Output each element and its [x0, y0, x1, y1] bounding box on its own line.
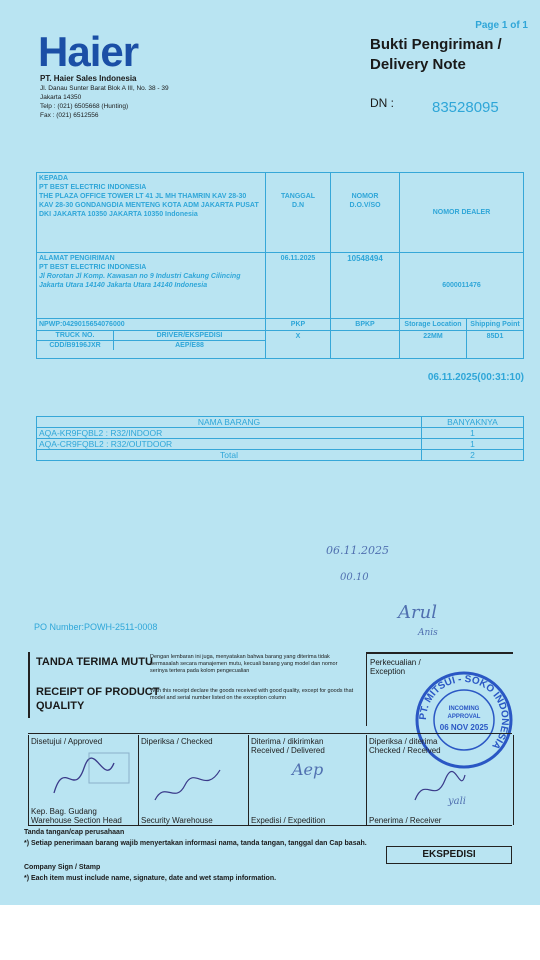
- col-banyaknya: BANYAKNYA: [422, 417, 524, 428]
- truck-label: TRUCK NO.: [37, 331, 114, 340]
- items-table: [36, 416, 524, 461]
- handwritten-time: 00.10: [340, 572, 369, 583]
- signature-title: Diterima / dikirimkan Received / Delivered: [251, 737, 325, 755]
- tanggal-sub: D.N: [291, 202, 305, 209]
- npwp: NPWP:0429015654076000: [37, 319, 266, 331]
- signature-top-rule: [28, 733, 512, 734]
- alamat-address-1: Jl Rorotan Jl Komp. Kawasan no 9 Industri Cakung Cilincing: [39, 273, 241, 280]
- kepada-address-2: KAV 28-30 GONDANGDIA MENTENG KOTA ADM JAKARTA PUSAT: [39, 202, 259, 209]
- signature-scribble-checked: [150, 760, 230, 810]
- company-fax: Fax : (021) 6512556: [40, 112, 99, 119]
- item-row: [37, 428, 524, 439]
- signature-title: Diperiksa / diterima Checked / Received: [369, 737, 441, 755]
- signature-delivered-name: Aep: [292, 760, 324, 779]
- company-address-2: Jakarta 14350: [40, 94, 82, 101]
- item-qty: 1: [422, 428, 524, 439]
- shipping-point-label: Shipping Point: [467, 319, 524, 331]
- signature-footer: Kep. Bag. Gudang Warehouse Section Head: [31, 807, 122, 825]
- dealer-value: 6000011476: [400, 253, 524, 319]
- nomor-header: [331, 173, 400, 253]
- receipt-text-en: With this receipt declare the goods received with good quality, except for goods that model and serial number listed on the exception column: [150, 688, 354, 701]
- footer-note-id: *) Setiap penerimaan barang wajib menyertakan informasi nama, tanda tangan, tanggal dan Cap basah.: [24, 840, 367, 847]
- dn-label: DN :: [370, 96, 394, 110]
- truck-value: CDD/B9196JXR: [37, 341, 114, 350]
- po-number: PO Number:POWH-2511-0008: [34, 622, 158, 632]
- alamat-name: PT BEST ELECTRIC INDONESIA: [39, 264, 147, 271]
- doc-title-line1: Bukti Pengiriman /: [370, 36, 502, 53]
- handwritten-date: 06.11.2025: [326, 544, 389, 557]
- shipping-point-value: 85D1: [467, 331, 524, 359]
- company-address-1: Jl. Danau Sunter Barat Blok A III, No. 38 - 39: [40, 85, 169, 92]
- footer-sign-id: Tanda tangan/cap perusahaan: [24, 829, 125, 836]
- kepada-cell: [37, 173, 266, 253]
- handwritten-signature: Arul: [398, 602, 437, 623]
- dn-number: 83528095: [432, 99, 499, 116]
- exception-label: Perkecualian / Exception: [370, 658, 421, 676]
- alamat-label: ALAMAT PENGIRIMAN: [39, 255, 115, 262]
- signature-scribble-approved: [44, 748, 134, 808]
- stamp-approval: APPROVAL: [447, 714, 481, 720]
- bpkp-label: BPKP: [331, 319, 400, 331]
- kepada-name: PT BEST ELECTRIC INDONESIA: [39, 184, 147, 191]
- footer-sign-en: Company Sign / Stamp: [24, 864, 101, 871]
- delivery-header-table: [36, 172, 524, 359]
- pkp-value: X: [266, 331, 331, 359]
- signature-received-name: yali: [448, 796, 467, 807]
- signature-title: Disetujui / Approved: [31, 737, 103, 746]
- tanggal-header: [266, 173, 331, 253]
- driver-label: DRIVER/EKSPEDISI: [156, 332, 223, 339]
- doc-title-line2: Delivery Note: [370, 56, 466, 73]
- receipt-title-en-1: RECEIPT OF PRODUCT: [36, 686, 160, 698]
- tanggal-value: 06.11.2025: [266, 253, 331, 319]
- stamp-date: 06 NOV 2025: [439, 723, 489, 732]
- ekspedisi-box: EKSPEDISI: [386, 846, 512, 864]
- stamp-incoming: INCOMING: [448, 706, 480, 712]
- kepada-address-3: DKI JAKARTA 10350 JAKARTA 10350 Indonesia: [39, 211, 198, 218]
- haier-logo: Haier: [38, 28, 139, 75]
- truck-driver-cell: [37, 331, 266, 359]
- receipt-text-id: Dengan lembaran ini juga, menyatakan bahwa barang yang diterima tidak bermasalah secara manajemen mutu, kecuali barang yang model dan nomor serinya tertera pada kolom pengecualian: [150, 654, 338, 674]
- page-indicator: Page 1 of 1: [475, 20, 528, 31]
- stamp-outer-text: PT. MITSUI - SOKO INDONESIA: [417, 673, 511, 752]
- company-telp: Telp : (021) 6505668 (Hunting): [40, 103, 129, 110]
- signature-footer: Penerima / Receiver: [369, 816, 442, 825]
- print-datetime: 06.11.2025(00:31:10): [427, 372, 524, 383]
- total-label: Total: [37, 450, 422, 461]
- kepada-label: KEPADA: [39, 175, 69, 182]
- bpkp-value: [331, 331, 400, 359]
- receipt-block: [28, 652, 356, 718]
- signature-footer: Expedisi / Expedition: [251, 816, 326, 825]
- item-row: [37, 439, 524, 450]
- tanggal-label: TANGGAL: [280, 193, 316, 200]
- signature-delivered: [248, 735, 367, 825]
- total-value: 2: [422, 450, 524, 461]
- company-name: PT. Haier Sales Indonesia: [40, 74, 137, 83]
- item-name: AQA-CR9FQBL2 : R32/OUTDOOR: [37, 439, 422, 450]
- nomor-label: NOMOR: [351, 193, 379, 200]
- kepada-address-1: THE PLAZA OFFICE TOWER LT 41 JL MH THAMRIN KAV 28-30: [39, 193, 247, 200]
- item-name: AQA-KR9FQBL2 : R32/INDOOR: [37, 428, 422, 439]
- storage-location-label: Storage Location: [400, 319, 467, 331]
- handwritten-signature-2: Anis: [418, 628, 438, 638]
- storage-location-value: 22MM: [400, 331, 467, 359]
- nomor-sub: D.O.V/SO: [349, 202, 381, 209]
- driver-value: AEP/E88: [175, 342, 204, 349]
- nomor-dealer-header: NOMOR DEALER: [400, 173, 524, 253]
- receipt-title-en-2: QUALITY: [36, 700, 85, 712]
- alamat-cell: [37, 253, 266, 319]
- receipt-title-id: TANDA TERIMA MUTU: [36, 656, 153, 668]
- signature-title: Diperiksa / Checked: [141, 737, 213, 746]
- signature-scribble-received: [410, 770, 470, 810]
- alamat-address-2: Jakarta Utara 14140 Jakarta Utara 14140 Indonesia: [39, 282, 208, 289]
- pkp-label: PKP: [266, 319, 331, 331]
- signature-bottom-rule: [28, 825, 512, 826]
- nomor-value: 10548494: [331, 253, 400, 319]
- signature-footer: Security Warehouse: [141, 816, 213, 825]
- col-nama-barang: NAMA BARANG: [37, 417, 422, 428]
- item-qty: 1: [422, 439, 524, 450]
- footer-note-en: *) Each item must include name, signature, date and wet stamp information.: [24, 875, 277, 882]
